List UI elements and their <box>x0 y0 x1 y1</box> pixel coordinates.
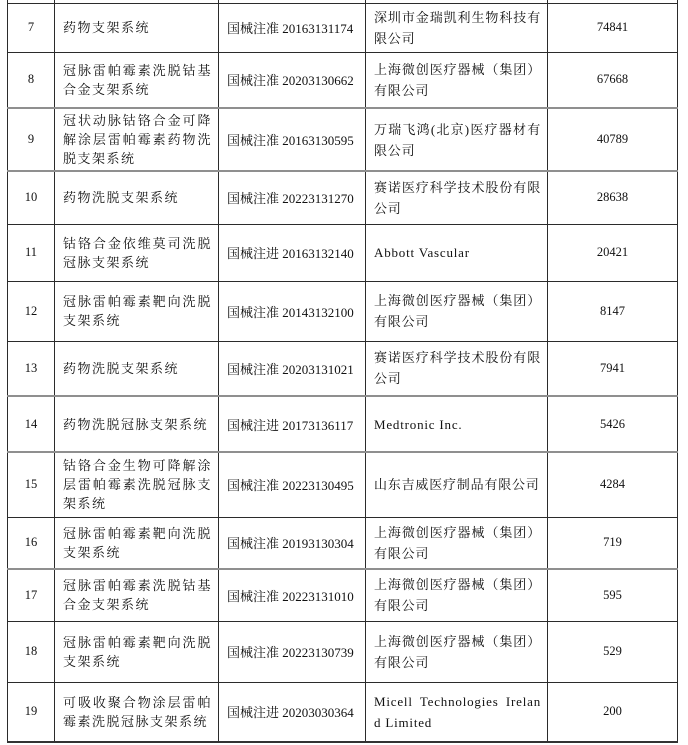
product-name-cell: 钴铬合金生物可降解涂层雷帕霉素洗脱冠脉支架系统 <box>55 452 219 517</box>
table-row <box>8 52 678 108</box>
row-number-cell: 11 <box>8 224 55 281</box>
company-cell: 上海微创医疗器械（集团）有限公司 <box>366 569 548 621</box>
row-number-cell: 13 <box>8 341 55 396</box>
product-name-cell: 可吸收聚合物涂层雷帕霉素洗脱冠脉支架系统 <box>55 682 219 742</box>
company-cell: 上海微创医疗器械（集团）有限公司 <box>366 621 548 682</box>
table-row <box>8 3 678 52</box>
count-cell: 20421 <box>548 224 678 281</box>
company-cell: 赛诺医疗科学技术股份有限公司 <box>366 171 548 224</box>
count-cell: 28638 <box>548 171 678 224</box>
count-cell: 40789 <box>548 108 678 171</box>
count-cell: 719 <box>548 517 678 569</box>
product-name-cell: 钴铬合金依维莫司洗脱冠脉支架系统 <box>55 224 219 281</box>
count-cell: 5426 <box>548 396 678 452</box>
product-name-cell: 冠脉雷帕霉素靶向洗脱支架系统 <box>55 517 219 569</box>
count-cell: 4284 <box>548 452 678 517</box>
table-row <box>8 517 678 569</box>
company-cell: Micell Technologies Ireland Limited <box>366 682 548 742</box>
company-cell: 上海微创医疗器械（集团）有限公司 <box>366 52 548 108</box>
table-row <box>8 341 678 396</box>
table-row <box>8 224 678 281</box>
count-cell: 200 <box>548 682 678 742</box>
product-name-cell: 药物洗脱支架系统 <box>55 341 219 396</box>
product-name-cell: 药物洗脱支架系统 <box>55 171 219 224</box>
company-cell: 上海微创医疗器械（集团）有限公司 <box>366 517 548 569</box>
count-cell: 74841 <box>548 3 678 52</box>
registration-number-cell: 国械注准 20143132100 <box>219 281 366 341</box>
table-row <box>8 569 678 621</box>
table-row <box>8 108 678 171</box>
registration-number-cell: 国械注进 20163132140 <box>219 224 366 281</box>
company-cell: 上海微创医疗器械（集团）有限公司 <box>366 281 548 341</box>
table-row <box>8 396 678 452</box>
registration-number-cell: 国械注进 20203030364 <box>219 682 366 742</box>
registration-number-cell: 国械注准 20223131270 <box>219 171 366 224</box>
count-cell: 7941 <box>548 341 678 396</box>
company-cell: 赛诺医疗科学技术股份有限公司 <box>366 341 548 396</box>
row-number-cell: 15 <box>8 452 55 517</box>
row-number-cell: 14 <box>8 396 55 452</box>
company-cell: 深圳市金瑞凯利生物科技有限公司 <box>366 3 548 52</box>
registration-number-cell: 国械注准 20223130739 <box>219 621 366 682</box>
count-cell: 8147 <box>548 281 678 341</box>
registration-number-cell: 国械注准 20223131010 <box>219 569 366 621</box>
registration-table <box>7 0 678 743</box>
table-row <box>8 281 678 341</box>
count-cell: 529 <box>548 621 678 682</box>
row-number-cell: 19 <box>8 682 55 742</box>
product-name-cell: 冠脉雷帕霉素洗脱钴基合金支架系统 <box>55 52 219 108</box>
row-number-cell: 12 <box>8 281 55 341</box>
registration-number-cell: 国械注准 20223130495 <box>219 452 366 517</box>
row-number-cell: 7 <box>8 3 55 52</box>
registration-number-cell: 国械注准 20203131021 <box>219 341 366 396</box>
row-number-cell: 8 <box>8 52 55 108</box>
registration-number-cell: 国械注准 20163130595 <box>219 108 366 171</box>
registration-number-cell: 国械注准 20203130662 <box>219 52 366 108</box>
table-row <box>8 452 678 517</box>
product-name-cell: 冠状动脉钴铬合金可降解涂层雷帕霉素药物洗脱支架系统 <box>55 108 219 171</box>
product-name-cell: 冠脉雷帕霉素靶向洗脱支架系统 <box>55 281 219 341</box>
product-name-cell: 药物洗脱冠脉支架系统 <box>55 396 219 452</box>
table-row <box>8 171 678 224</box>
row-number-cell: 16 <box>8 517 55 569</box>
table-row <box>8 682 678 742</box>
registration-number-cell: 国械注准 20193130304 <box>219 517 366 569</box>
table-row <box>8 621 678 682</box>
count-cell: 67668 <box>548 52 678 108</box>
count-cell: 595 <box>548 569 678 621</box>
product-name-cell: 冠脉雷帕霉素靶向洗脱支架系统 <box>55 621 219 682</box>
row-number-cell: 18 <box>8 621 55 682</box>
row-number-cell: 17 <box>8 569 55 621</box>
company-cell: 山东吉威医疗制品有限公司 <box>366 452 548 517</box>
company-cell: Medtronic Inc. <box>366 396 548 452</box>
table-body <box>8 0 678 742</box>
company-cell: 万瑞飞鸿(北京)医疗器材有限公司 <box>366 108 548 171</box>
product-name-cell: 冠脉雷帕霉素洗脱钴基合金支架系统 <box>55 569 219 621</box>
registration-number-cell: 国械注进 20173136117 <box>219 396 366 452</box>
row-number-cell: 9 <box>8 108 55 171</box>
company-cell: Abbott Vascular <box>366 224 548 281</box>
registration-number-cell: 国械注准 20163131174 <box>219 3 366 52</box>
product-name-cell: 药物支架系统 <box>55 3 219 52</box>
row-number-cell: 10 <box>8 171 55 224</box>
